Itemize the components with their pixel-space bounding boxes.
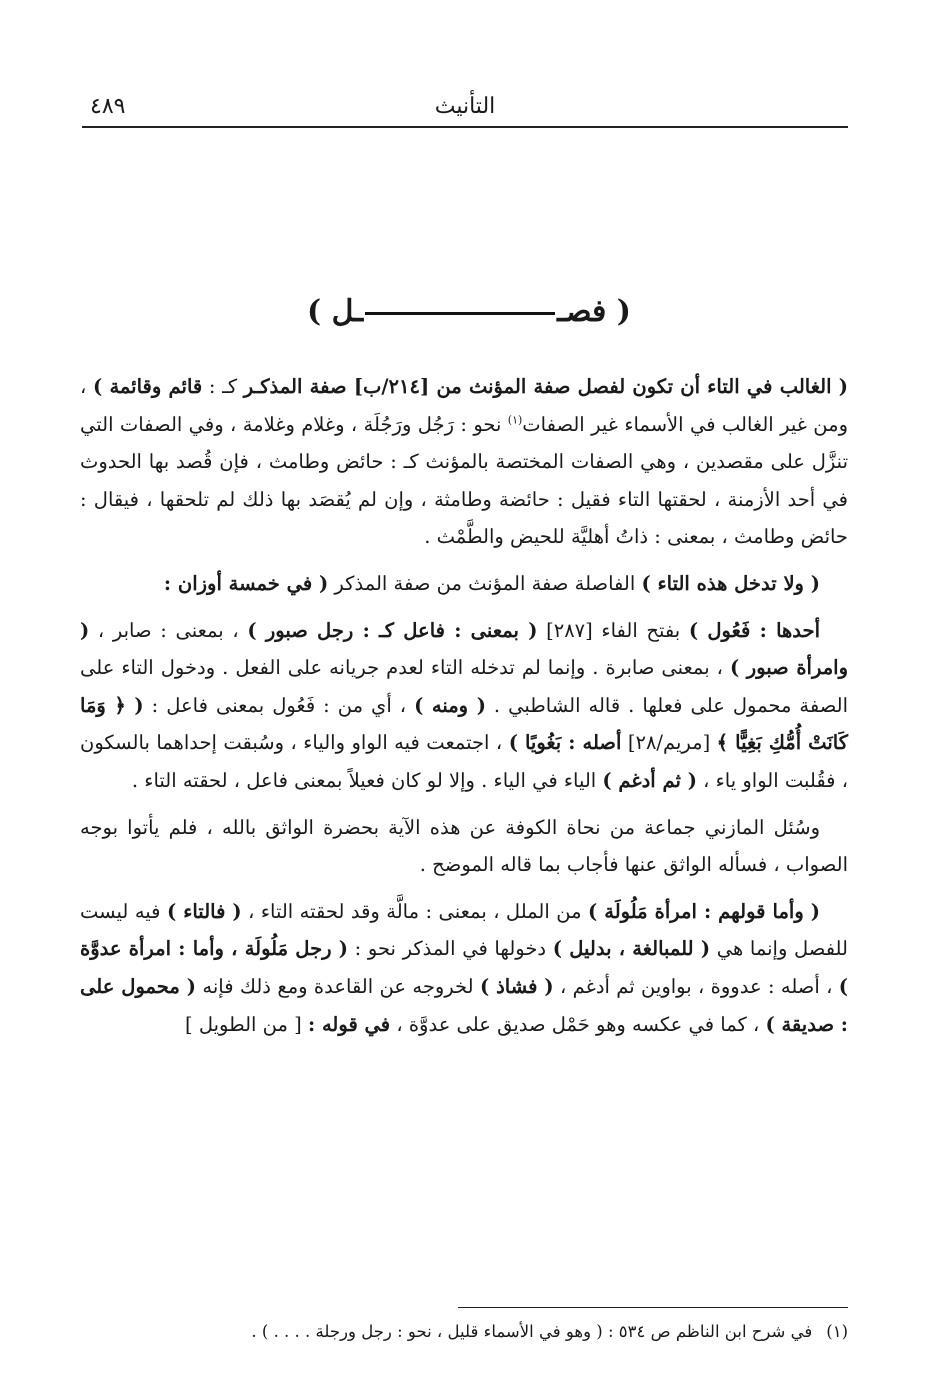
commentary-text: ، بمعنى صابرة . وإنما لم تدخله التاء لعدم جريانه على الفعل . ودخول التاء على الصفة محمول على فعلها . قاله الشاطبي . xyxy=(80,656,849,717)
matn-text: أصله : بَغُويًا ) xyxy=(508,731,622,755)
matn-text: ( فالتاء ) xyxy=(166,899,242,923)
matn-text: ( محمول على : صديقة ) xyxy=(80,974,848,1036)
footnote-marker: (١) xyxy=(826,1322,848,1341)
section-title xyxy=(0,288,938,336)
matn-text: ( ولا تدخل هذه التاء ) xyxy=(641,571,820,595)
footnote-text: في شرح ابن الناظم ص ٥٣٤ : ( وهو في الأسماء قليل ، نحو : رجل ورجلة . . . . ) . xyxy=(251,1322,813,1341)
commentary-text: بفتح الفاء [٢٨٧] xyxy=(537,618,689,642)
paragraph xyxy=(80,809,848,884)
paragraph xyxy=(80,368,848,556)
matn-text: ( ومنه ) xyxy=(414,693,486,717)
section-word-end: ـل xyxy=(331,294,364,329)
section-open-paren: ( xyxy=(616,294,631,329)
section-word-start: فصـ xyxy=(557,294,607,329)
commentary-text: كـ : xyxy=(202,375,244,398)
footnote-reference: (١) xyxy=(507,413,523,427)
header-rule xyxy=(82,126,848,128)
commentary-text: [مريم/٢٨] xyxy=(621,731,717,755)
commentary-text: ، ومن غير الغالب في الأسماء غير الصفات xyxy=(80,375,848,436)
page-number: ٤٨٩ xyxy=(90,94,126,119)
chapter-title: التأنيث xyxy=(434,94,496,119)
paragraph xyxy=(80,893,848,1043)
section-close-paren: ) xyxy=(307,294,322,329)
body-text xyxy=(80,368,848,1052)
commentary-text: ، اجتمعت فيه الواو والياء ، وسُبقت إحداهما بالسكون ، فقُلبت الواو ياء ، xyxy=(80,731,848,792)
footnote-rule xyxy=(458,1307,848,1308)
matn-text: ( وأما قولهم : امرأة مَلُولَة ) xyxy=(587,899,821,923)
matn-text: ( ﴿ وَمَا كَانَتْ أُمُّكِ بَغِيًّا ﴾ xyxy=(80,693,848,755)
paragraph xyxy=(80,612,848,800)
section-tatweel xyxy=(365,312,555,315)
matn-text: ( الغالب في التاء أن تكون لفصل صفة المؤنث من [٢١٤/ب] صفة المذكـر xyxy=(243,375,848,398)
matn-text: ( رجل مَلُولَة ، وأما : امرأة عدوَّة ) xyxy=(80,937,849,998)
commentary-text: من الملل ، بمعنى : مالَّة وقد لحقته التاء ، xyxy=(241,899,588,923)
paragraph xyxy=(80,565,848,603)
commentary-text: الياء في الياء . وإلا لو كان فعيلاً بمعنى فاعل ، لحقته التاء . xyxy=(131,768,603,792)
commentary-text: نحو : رَجُل ورَجُلَة ، وغلام وغلامة ، وفي الصفات التي تنزَّل على مقصدين ، وهي الصفات المختصة بالمؤنث كـ : حائض وطامث ، فإن قُصد بها الحدوث في أحد الأزمنة ، لحقتها التاء فقيل : حائضة وطامثة ، وإن لم يُقصَد بها ذلك لم تلحقها ، فيقال : حائض وطامث ، بمعنى : ذاتُ أهليَّة للحيض والطَّمْث . xyxy=(80,412,848,549)
matn-text: ( للمبالغة ، بدليل ) xyxy=(552,937,711,961)
commentary-text: ، أي من : فَعُول بمعنى فاعل : xyxy=(143,693,415,717)
matn-text: ( فشاذ ) xyxy=(479,974,554,998)
matn-text: ( ثم أدغم ) xyxy=(602,768,697,792)
matn-text: ( في خمسة أوزان : xyxy=(163,571,329,595)
commentary-text: دخولها في المذكر نحو : xyxy=(348,937,553,961)
matn-text: ( بمعنى : فاعل كـ : رجل صبور ) xyxy=(247,618,538,642)
commentary-text: وسُئل المازني جماعة من نحاة الكوفة عن هذه الآية بحضرة الواثق بالله ، فلم يأتوا بوجه الصواب ، فسأله الواثق عنها فأجاب بما قاله الموضح . xyxy=(80,815,848,877)
commentary-text: فيه ليست للفصل وإنما هي xyxy=(80,899,848,961)
commentary-text: لخروجه عن القاعدة ومع ذلك فإنه xyxy=(196,974,480,998)
running-header xyxy=(82,92,848,128)
commentary-text: ، كما في عكسه وهو حَمْل صديق على عدوَّة ، xyxy=(390,1012,766,1036)
matn-text: ( وامرأة صبور ) xyxy=(80,618,848,680)
commentary-text: [ من الطويل ] xyxy=(185,1012,308,1036)
matn-text: أحدها : فَعُول ) xyxy=(688,618,820,642)
matn-text: قائم وقائمة ) xyxy=(92,375,203,398)
commentary-text: ، أصله : عدووة ، بواوين ثم أدغم ، xyxy=(553,974,839,998)
commentary-text: ، بمعنى : صابر ، xyxy=(89,618,248,642)
commentary-text: الفاصلة صفة المؤنث من صفة المذكر xyxy=(328,571,642,595)
matn-text: في قوله : xyxy=(307,1012,391,1036)
footnote xyxy=(80,1318,848,1346)
